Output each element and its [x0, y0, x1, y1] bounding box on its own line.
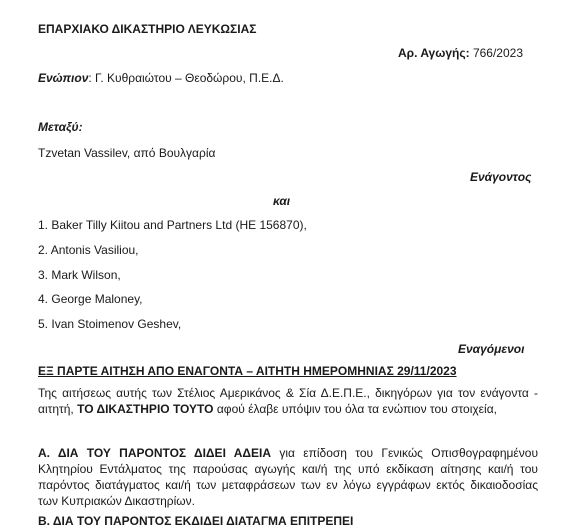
intro-text: Της αιτήσεως αυτής των Στέλιος Αμερικάνος & Σία Δ.Ε.Π.Ε., δικηγόρων για τον ενάγοντα - αιτητή, — [38, 386, 538, 416]
and-label: και — [273, 194, 291, 208]
defendants-role: Εναγόμενοι — [458, 342, 525, 356]
before-line — [38, 70, 284, 86]
defendant-number: 5. — [38, 317, 49, 331]
defendant-item — [38, 267, 121, 283]
order-a-text: για επίδοση του Γενικώς Οπισθογραφημένου Κλητηρίου Εντάλματος της παρούσας αγωγής και/ή της υπό εκδίκαση αίτησης και/ή του παρόντος διατάγματος και/ή των μεταφράσεων των εν λόγω εγγράφων εκτός δικαιοδοσίας των Κυπριακών Δικαστηρίων. — [38, 446, 539, 508]
defendant-item — [38, 217, 307, 233]
application-title: ΕΞ ΠΑΡΤΕ ΑΙΤΗΣΗ ΑΠΟ ΕΝΑΓΟΝΤΑ – ΑΙΤΗΤΗ ΗΜΕΡΟΜΗΝΙΑΣ 29/11/2023 — [38, 364, 457, 378]
defendant-name: Mark Wilson, — [51, 268, 121, 282]
court-name: ΕΠΑΡΧΙΑΚΟ ΔΙΚΑΣΤΗΡΙΟ ΛΕΥΚΩΣΙΑΣ — [38, 22, 257, 36]
case-number-label: Αρ. Αγωγής: — [398, 46, 470, 60]
defendant-name: Antonis Vasiliou, — [50, 243, 139, 257]
defendant-number: 1. — [38, 218, 49, 232]
defendant-number: 2. — [38, 243, 49, 257]
case-number-value: 766/2023 — [472, 46, 523, 60]
order-a-heading: Α. ΔΙΑ ΤΟΥ ΠΑΡΟΝΤΟΣ ΔΙΔΕΙ ΑΔΕΙΑ — [38, 446, 272, 460]
defendant-name: Ivan Stoimenov Geshev, — [51, 317, 182, 331]
defendant-name: George Maloney, — [51, 292, 143, 306]
defendant-item — [38, 242, 139, 258]
intro-rest: αφού έλαβε υπόψιν του όλα τα ενώπιον του στοιχεία, — [216, 402, 497, 416]
intro-paragraph — [38, 385, 538, 417]
before-label: Ενώπιον — [38, 71, 89, 85]
intro-bold: ΤΟ ΔΙΚΑΣΤΗΡΙΟ ΤΟΥΤΟ — [77, 402, 214, 416]
defendant-item — [38, 291, 143, 307]
defendant-item — [38, 316, 181, 332]
defendant-name: Baker Tilly Kiitou and Partners Ltd (HE 156870), — [51, 218, 307, 232]
before-value: : Γ. Κυθραιώτου – Θεοδώρου, Π.Ε.Δ. — [88, 71, 284, 85]
defendant-number: 3. — [38, 268, 49, 282]
plaintiff-role: Ενάγοντος — [470, 170, 532, 184]
defendant-number: 4. — [38, 292, 49, 306]
order-b-partial: Β. ΔΙΑ ΤΟΥ ΠΑΡΟΝΤΟΣ ΕΚΔΙΔΕΙ ΔΙΑΤΑΓΜΑ ΕΠΙΤΡΕΠΕΙ — [38, 514, 354, 528]
order-a-paragraph — [38, 445, 538, 509]
case-number — [398, 45, 523, 61]
plaintiff: Tzvetan Vassilev, από Βουλγαρία — [38, 146, 216, 160]
between-label: Μεταξύ: — [38, 120, 83, 134]
